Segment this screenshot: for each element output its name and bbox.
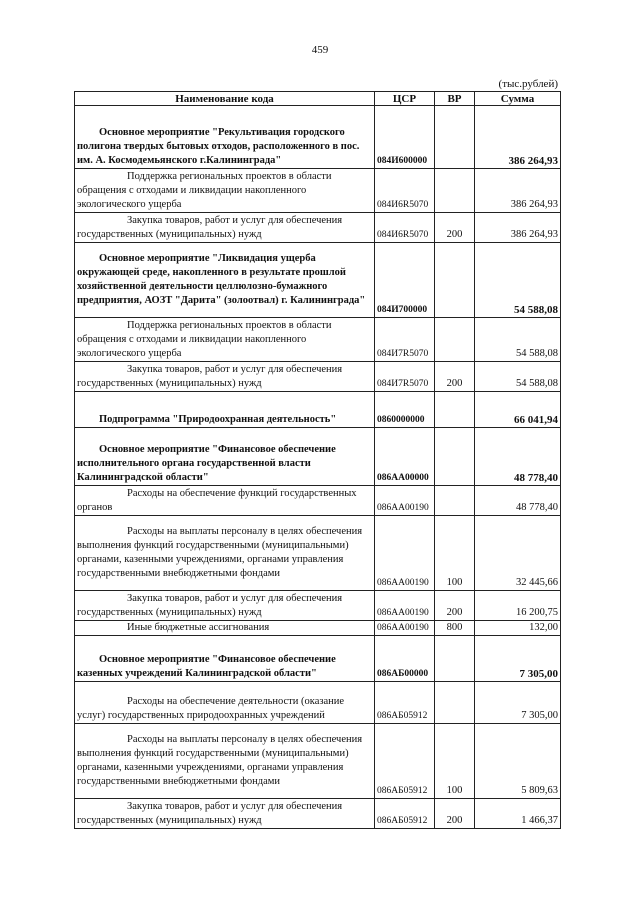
row-csr: 0860000000 [375,392,435,428]
row-vr [435,392,475,428]
budget-table [74,91,561,829]
row-vr: 100 [435,724,475,799]
row-vr: 200 [435,362,475,392]
row-name: Расходы на обеспечение функций государственных органов [77,487,357,513]
row-name: Расходы на выплаты персоналу в целях обеспечения выполнения функций государственными (муниципальными) органами, казенными учреждениями, органами управления государственными внебюджетными фондами [77,526,363,579]
row-sum: 386 264,93 [475,169,561,213]
row-csr: 084И7R5070 [375,318,435,362]
row-sum: 16 200,75 [475,591,561,621]
row-vr: 800 [435,621,475,636]
row-name: Основное мероприятие "Рекультивация городского полигона твердых бытовых отходов, расположенного в пос. им. А. Космодемьянского г.Калининграда" [77,127,360,166]
row-sum: 66 041,94 [475,392,561,428]
row-name: Закупка товаров, работ и услуг для обеспечения государственных (муниципальных) нужд [77,592,343,618]
row-vr: 100 [435,516,475,591]
header-csr: ЦСР [375,92,435,106]
row-name: Закупка товаров, работ и услуг для обеспечения государственных (муниципальных) нужд [77,214,343,240]
row-csr: 086АА00190 [375,516,435,591]
row-vr [435,682,475,724]
row-csr: 086АБ05912 [375,799,435,829]
table-row [75,486,561,516]
row-csr: 084И7R5070 [375,362,435,392]
units-label: (тыс.рублей) [498,78,558,90]
row-sum: 5 809,63 [475,724,561,799]
row-vr: 200 [435,213,475,243]
row-sum: 54 588,08 [475,243,561,318]
row-csr: 086АБ05912 [375,682,435,724]
header-vr: ВР [435,92,475,106]
row-sum: 1 466,37 [475,799,561,829]
page-number: 459 [311,44,329,56]
row-sum: 54 588,08 [475,362,561,392]
table-row [75,621,561,636]
table-row [75,636,561,682]
row-name: Иные бюджетные ассигнования [127,622,270,633]
row-vr [435,428,475,486]
row-sum: 7 305,00 [475,682,561,724]
table-row [75,428,561,486]
row-csr: 086АА00190 [375,486,435,516]
header-sum: Сумма [475,92,561,106]
row-sum: 386 264,93 [475,213,561,243]
row-vr [435,106,475,169]
table-row [75,106,561,169]
table-row [75,362,561,392]
table-row [75,591,561,621]
row-vr [435,169,475,213]
row-csr: 086АА00000 [375,428,435,486]
row-name: Основное мероприятие "Ликвидация ущерба окружающей среде, накопленного в результате прошлой хозяйственной деятельности целлюлозно-бумажного предприятия, АОЗТ "Дарита" (золоотвал) г. Калининграда" [77,253,366,306]
row-csr: 086АБ00000 [375,636,435,682]
row-name: Поддержка региональных проектов в области обращения с отходами и ликвидации накопленного экологического ущерба [77,319,332,359]
table-header-row [75,92,561,106]
row-vr [435,318,475,362]
row-name: Основное мероприятие "Финансовое обеспечение исполнительного органа государственной власти Калининградской области" [77,444,336,483]
row-sum: 48 778,40 [475,428,561,486]
row-vr [435,243,475,318]
row-name: Поддержка региональных проектов в области обращения с отходами и ликвидации накопленного экологического ущерба [77,170,332,210]
row-name: Закупка товаров, работ и услуг для обеспечения государственных (муниципальных) нужд [77,363,343,389]
row-name: Расходы на выплаты персоналу в целях обеспечения выполнения функций государственными (муниципальными) органами, казенными учреждениями, органами управления государственными внебюджетными фондами [77,734,363,787]
row-sum: 48 778,40 [475,486,561,516]
row-name: Закупка товаров, работ и услуг для обеспечения государственных (муниципальных) нужд [77,800,343,826]
row-sum: 7 305,00 [475,636,561,682]
table-row [75,213,561,243]
table-row [75,318,561,362]
row-csr: 084И6R5070 [375,213,435,243]
row-vr [435,486,475,516]
row-csr: 084И6R5070 [375,169,435,213]
header-name: Наименование кода [75,92,375,106]
row-csr: 086АА00190 [375,621,435,636]
row-vr: 200 [435,591,475,621]
table-row [75,392,561,428]
row-csr: 086АБ05912 [375,724,435,799]
row-sum: 32 445,66 [475,516,561,591]
table-row [75,243,561,318]
row-sum: 386 264,93 [475,106,561,169]
table-row [75,516,561,591]
row-sum: 54 588,08 [475,318,561,362]
table-row [75,169,561,213]
table-row [75,724,561,799]
row-name: Основное мероприятие "Финансовое обеспечение казенных учреждений Калининградской области" [77,654,336,679]
row-csr: 086АА00190 [375,591,435,621]
row-vr [435,636,475,682]
row-sum: 132,00 [475,621,561,636]
row-vr: 200 [435,799,475,829]
row-csr: 084И600000 [375,106,435,169]
table-row [75,799,561,829]
row-name: Расходы на обеспечение деятельности (оказание услуг) государственных природоохранных учреждений [77,696,345,721]
table-row [75,682,561,724]
row-csr: 084И700000 [375,243,435,318]
row-name: Подпрограмма "Природоохранная деятельность" [99,414,337,425]
